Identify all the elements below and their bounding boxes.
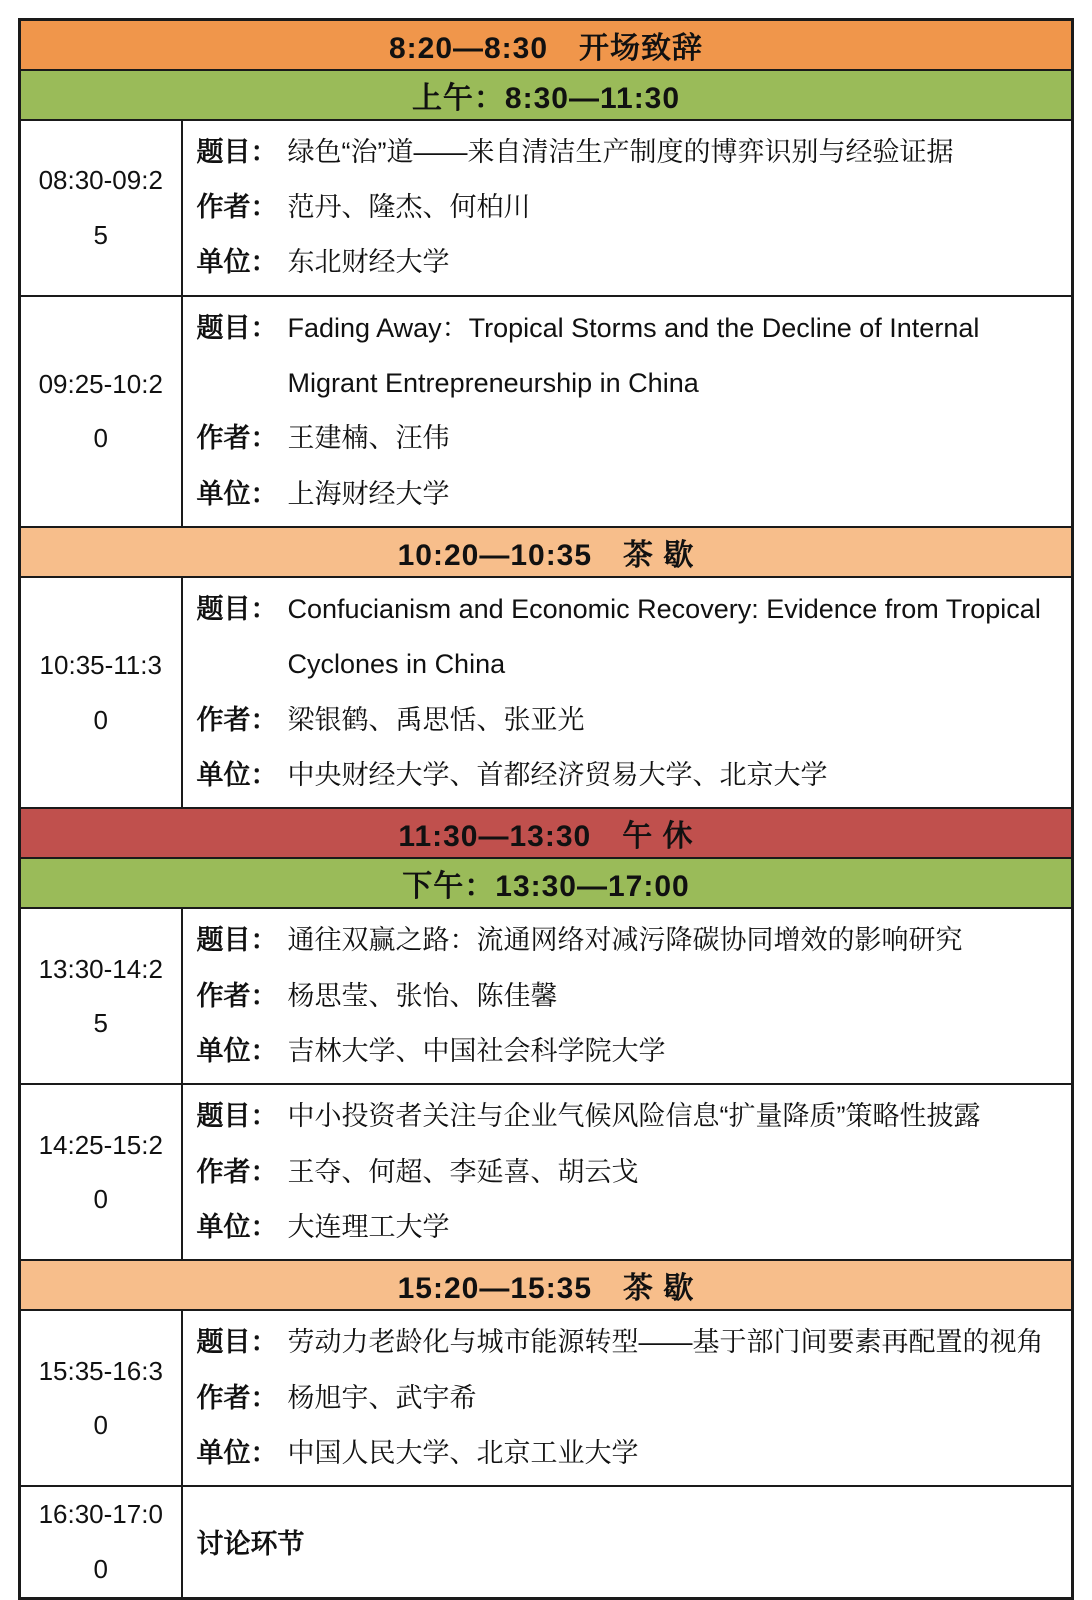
title-field [197,913,1064,968]
affiliation-value: 吉林大学、中国社会科学院大学 [287,1035,666,1066]
title-value: 通往双赢之路：流通网络对减污降碳协同增效的影响研究 [287,925,963,956]
schedule-table [18,18,1074,1600]
authors-value: 王建楠、汪伟 [287,423,450,454]
affiliation-label: 单位： [196,247,278,278]
title-value: 中小投资者关注与企业气候风险信息“扩量降质”策略性披露 [287,1101,981,1132]
schedule-body [20,20,1073,1599]
session-content-cell [182,120,1073,296]
time-cell: 14:25-15:20 [20,1084,182,1260]
affiliation-value: 东北财经大学 [287,247,450,278]
affiliation-field [197,1426,1064,1481]
affiliation-label: 单位： [196,1212,278,1242]
affiliation-field [197,467,1064,522]
title-label: 题目： [196,593,278,624]
authors-label: 作者： [196,1382,278,1413]
title-field [197,301,1064,412]
discussion-cell: 讨论环节 [182,1486,1073,1598]
session-row [20,1486,1073,1598]
title-value: Confucianism and Economic Recovery: Evidence from Tropical Cyclones in China [287,593,1041,680]
title-label: 题目： [196,1101,278,1132]
affiliation-field [197,1200,1064,1255]
section-bar-row [20,1260,1073,1310]
title-value: 绿色“治”道——来自清洁生产制度的博弈识别与经验证据 [287,136,954,167]
authors-value: 梁银鹤、禹思恬、张亚光 [287,704,585,735]
section-bar-label: 15:20—15:35 茶 歇 [20,1260,1073,1310]
session-content-cell [182,1084,1073,1260]
authors-value: 王夺、何超、李延喜、胡云戈 [287,1156,639,1187]
section-bar-row [20,527,1073,577]
title-value: 劳动力老龄化与城市能源转型——基于部门间要素再配置的视角 [287,1327,1044,1358]
title-field [197,125,1064,180]
authors-field [197,693,1064,748]
session-row [20,908,1073,1084]
authors-value: 杨思莹、张怡、陈佳馨 [287,980,558,1011]
affiliation-label: 单位： [196,759,278,790]
session-content-cell [182,1310,1073,1486]
session-row [20,1310,1073,1486]
section-bar-row [20,808,1073,858]
affiliation-label: 单位： [196,478,278,509]
session-row [20,1084,1073,1260]
authors-label: 作者： [196,980,278,1011]
title-label: 题目： [196,925,278,956]
authors-label: 作者： [196,423,278,454]
title-label: 题目： [196,136,278,167]
session-content-cell [182,908,1073,1084]
session-row [20,296,1073,527]
title-label: 题目： [196,1327,278,1358]
affiliation-label: 单位： [196,1035,278,1066]
affiliation-value: 上海财经大学 [287,478,450,509]
authors-label: 作者： [196,1156,278,1187]
affiliation-value: 大连理工大学 [287,1212,450,1242]
session-content-cell [182,577,1073,808]
title-label: 题目： [196,312,278,343]
authors-field [197,1371,1064,1426]
time-cell: 08:30-09:25 [20,120,182,296]
affiliation-field [197,235,1064,290]
affiliation-value: 中国人民大学、北京工业大学 [287,1438,639,1469]
authors-field [197,969,1064,1024]
time-cell: 10:35-11:30 [20,577,182,808]
authors-field [197,180,1064,235]
affiliation-field [197,748,1064,803]
time-cell: 13:30-14:25 [20,908,182,1084]
time-cell: 09:25-10:20 [20,296,182,527]
title-value: Fading Away：Tropical Storms and the Decline of Internal Migrant Entrepreneurship in China [287,312,980,398]
section-bar-label: 下午：13:30—17:00 [20,858,1073,908]
authors-label: 作者： [196,704,278,735]
authors-label: 作者： [196,191,278,222]
authors-value: 杨旭宇、武宇希 [287,1382,477,1413]
section-bar-label: 上午：8:30—11:30 [20,70,1073,120]
affiliation-field [197,1024,1064,1079]
session-row [20,120,1073,296]
title-field [197,1315,1064,1370]
time-cell: 15:35-16:30 [20,1310,182,1486]
affiliation-value: 中央财经大学、首都经济贸易大学、北京大学 [287,759,828,790]
authors-field [197,1145,1064,1200]
affiliation-label: 单位： [196,1438,278,1469]
session-row [20,577,1073,808]
section-bar-label: 8:20—8:30 开场致辞 [20,20,1073,70]
section-bar-label: 11:30—13:30 午 休 [20,808,1073,858]
section-bar-row [20,858,1073,908]
section-bar-row [20,70,1073,120]
authors-value: 范丹、隆杰、何柏川 [287,191,531,222]
authors-field [197,411,1064,466]
time-cell: 16:30-17:00 [20,1486,182,1598]
section-bar-row [20,20,1073,70]
title-field [197,1089,1064,1144]
title-field [197,582,1064,693]
session-content-cell [182,296,1073,527]
section-bar-label: 10:20—10:35 茶 歇 [20,527,1073,577]
